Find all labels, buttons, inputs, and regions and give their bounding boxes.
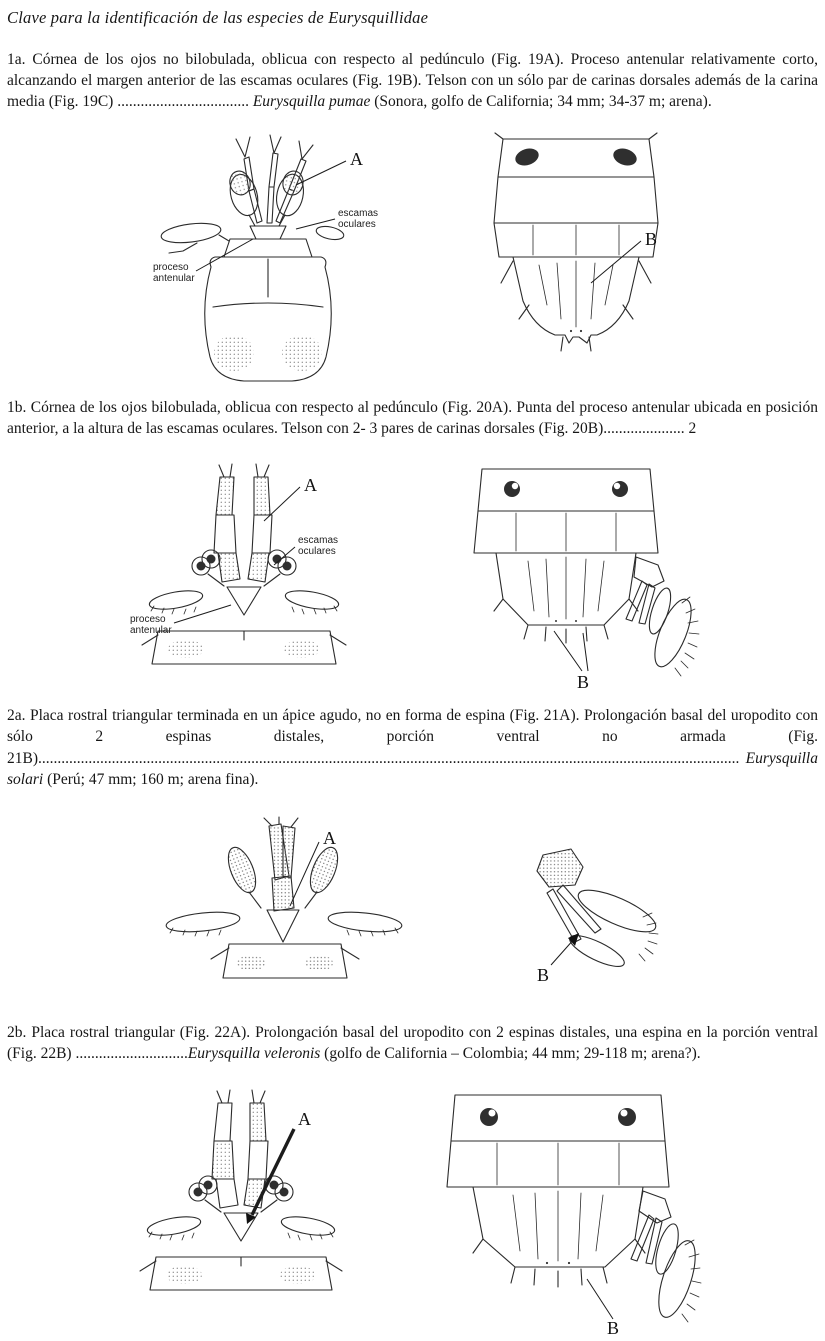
entry-2a-species-name: Eurysquilla solari	[7, 749, 818, 788]
antennule-flagella	[217, 1090, 265, 1103]
fig-20a-label: A	[304, 475, 317, 496]
entry-2b-species-name: Eurysquilla veleronis	[187, 1045, 321, 1063]
rostral-plate	[227, 587, 261, 615]
key-entry-1a	[7, 49, 818, 113]
carapace-front	[142, 631, 346, 664]
telson	[473, 1187, 645, 1287]
antennule-flagella	[236, 135, 313, 159]
antennular-peduncles	[214, 477, 272, 582]
entry-1a-species-name: Eurysquilla pumae	[252, 93, 371, 111]
fig-21b-label: B	[536, 965, 549, 986]
entry-2b-distribution: (golfo de California – Colombia; 44 mm; 29-118 m; arena?).	[320, 1045, 701, 1063]
fig-22b-telson-uropod-drawing	[417, 1087, 702, 1335]
figure-19	[7, 129, 818, 387]
figure-21	[7, 816, 818, 1008]
proceso-leader-line	[174, 605, 231, 623]
fig-21a-label: A	[322, 828, 336, 849]
entry-2a-distribution: (Perú; 47 mm; 160 m; arena fina).	[43, 770, 259, 788]
rostral-plate	[250, 226, 286, 239]
carapace-front	[140, 1257, 342, 1290]
label-b-leader-line	[587, 1279, 613, 1319]
proceso-antenular-label-2: antenular	[152, 272, 195, 284]
key-entry-1b	[7, 397, 818, 439]
key-entry-2a	[7, 705, 818, 790]
escamas-oculares-label: escamas	[337, 207, 378, 219]
antennular-peduncles	[269, 824, 295, 911]
antennal-scales	[165, 909, 402, 936]
page-title: Clave para la identificación de las especies de Eurysquillidae	[7, 8, 429, 27]
escamas-leader-line	[296, 219, 335, 229]
fig-22a-anterior-view-drawing	[124, 1087, 359, 1319]
proceso-leader-line	[196, 239, 253, 271]
carapace-front	[211, 944, 359, 978]
fig-22b-label: B	[606, 1317, 619, 1335]
fig-19a-anterior-view-drawing	[149, 129, 384, 387]
antennule-flagella	[219, 464, 269, 477]
fig-19c-telson-drawing	[472, 129, 677, 375]
fig-21a-anterior-view-drawing	[151, 816, 421, 1008]
entry-2a-text: 2a. Placa rostral triangular terminada en un ápice agudo, no en forma de espina (Fig. 21A). Prolongación basal del uropodito con sólo 2 espinas distales, porción ventral no armada (Fig. 21B).....................................................................................................................................................................................	[7, 707, 818, 767]
fig-22a-label: A	[297, 1108, 311, 1129]
entry-1b-text: 1b. Córnea de los ojos bilobulada, oblicua con respecto al pedúnculo (Fig. 20A). Punta del proceso antenular ubicada en posición anterior, a la altura de las escamas oculares. Telson con 2- 3 pares de carinas dorsales (Fig. 20B)..................... 2	[7, 398, 818, 437]
uropod	[631, 1191, 702, 1322]
proceso-antenular-label-2: antenular	[130, 625, 172, 637]
label-b-leader-lines	[554, 631, 588, 671]
fig-21b-uropod-drawing	[485, 831, 675, 993]
proceso-antenular-label: proceso	[130, 614, 166, 626]
antennal-scales	[148, 588, 340, 615]
telson	[513, 257, 639, 351]
rostral-plate	[267, 910, 299, 942]
label-a-arrow	[252, 1129, 294, 1215]
entry-2b-text: 2b. Placa rostral triangular (Fig. 22A). Prolongación basal del uropodito con 2 espinas distales, una espina en la porción ventral (Fig. 22B) .............................	[7, 1024, 818, 1063]
antennular-peduncles	[212, 1103, 268, 1208]
entry-1a-distribution: (Sonora, golfo de California; 34 mm; 34-37 m; arena).	[370, 93, 712, 111]
eyes	[225, 168, 306, 225]
basal-prolongation-spines	[547, 885, 601, 942]
entry-1a-text: 1a. Córnea de los ojos no bilobulada, oblicua con respecto al pedúnculo (Fig. 19A). Proceso antenular relativamente corto, alcanzando el margen anterior de las escamas oculares (Fig. 19B). Telson con un sólo par de carinas dorsales además de la carina media (Fig. 19C) ..................................	[7, 51, 818, 111]
carapace	[204, 257, 331, 381]
fig-19a-label: A	[349, 148, 363, 169]
fig-20a-anterior-view-drawing	[124, 461, 364, 693]
bilobed-eyes	[192, 550, 296, 586]
abdominal-segments	[494, 133, 658, 257]
label-b-arrow	[551, 938, 575, 965]
abdominal-segments	[447, 1095, 669, 1187]
uropod	[626, 557, 699, 676]
figure-22	[7, 1087, 818, 1335]
escamas-oculares-label-2: oculares	[337, 218, 376, 230]
exopod-setae	[639, 913, 658, 961]
bilobed-eyes	[189, 1176, 293, 1212]
figure-20	[7, 461, 818, 693]
fig-19c-label: B	[644, 228, 657, 249]
telson	[494, 553, 638, 643]
antennal-scales	[146, 1213, 336, 1240]
escamas-oculares-label: escamas	[298, 535, 339, 547]
label-a-leader-line	[296, 161, 346, 185]
uropod-exopod	[573, 882, 660, 940]
fig-20b-telson-uropod-drawing	[436, 461, 701, 693]
antennal-scale	[160, 220, 229, 253]
proceso-antenular-label: proceso	[152, 261, 189, 273]
fig-20b-label: B	[577, 672, 590, 693]
abdominal-segments	[474, 469, 658, 553]
key-entry-2b	[7, 1022, 818, 1064]
label-b-leader-line	[591, 241, 641, 283]
uropod-base	[537, 849, 583, 887]
escamas-oculares-label-2: oculares	[298, 546, 336, 558]
